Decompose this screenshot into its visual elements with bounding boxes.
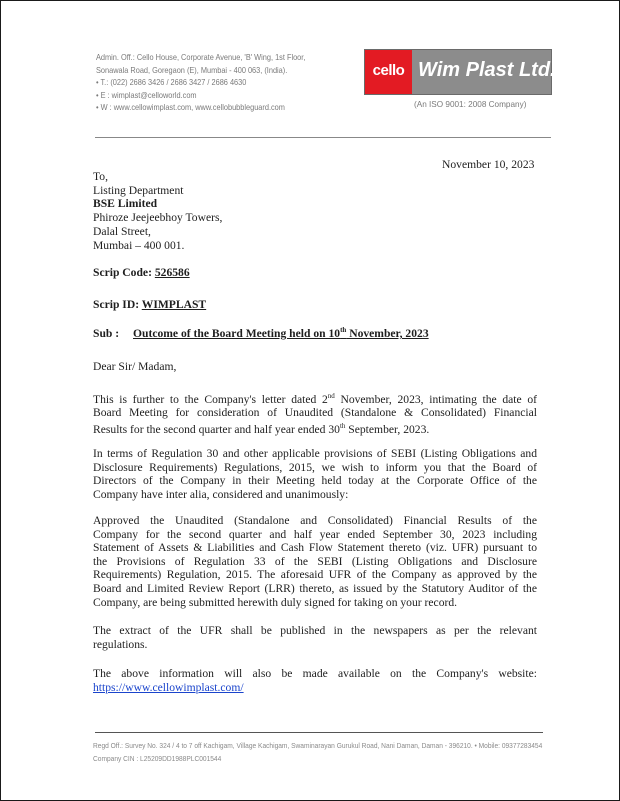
p1-l3-part2: September, 2023.: [345, 422, 430, 436]
scrip-id-value: WIMPLAST: [141, 298, 207, 311]
salutation: Dear Sir/ Madam,: [93, 360, 177, 373]
to-line: To,: [93, 170, 108, 183]
subject-superscript: th: [340, 326, 347, 334]
footer-address: Regd Off.: Survey No. 324 / 4 to 7 off Kachigam, Village Kachigam, Swaminarayan Gurukul Road, Nani Daman, Daman - 396210. • Mobile: 09377283454: [93, 741, 543, 750]
iso-certification: (An ISO 9001: 2008 Company): [414, 100, 527, 109]
paragraph-3-line7: Company, are being submitted herewith duly signed for taking on your record.: [93, 595, 458, 609]
scrip-code-label: Scrip Code:: [93, 266, 155, 279]
letterhead-address: [96, 52, 305, 115]
paragraph-1-line2: Board Meeting for consideration of Unaudited (Standalone & Consolidated) Financial: [93, 406, 537, 420]
paragraph-2-line1: In terms of Regulation 30 and other applicable provisions of SEBI (Listing Obligations and: [93, 447, 537, 460]
paragraph-2-line3: Directors of the Company in their Meeting held today at the Corporate Office of the: [93, 474, 537, 488]
paragraph-4-line1: The extract of the UFR shall be published in the newspapers as per the relevant: [93, 624, 537, 637]
paragraph-1: [93, 390, 537, 437]
p1-l3-part1: Results for the second quarter and half year ended 30: [93, 422, 340, 436]
p1-l1-part1: This is further to the Company's letter dated 2: [93, 392, 328, 406]
paragraph-2: [93, 447, 537, 501]
paragraph-1-line1: [93, 390, 537, 406]
scrip-code-value: 526586: [154, 266, 190, 279]
email-line: • E : wimplast@celloworld.com: [96, 90, 197, 100]
paragraph-3-line3: Statement of Assets & Liabilities and Cash Flow Statement thereto (viz. UFR) pursuant to: [93, 541, 537, 555]
paragraph-5-line1: The above information will also be made available on the Company's website:: [93, 667, 537, 680]
paragraph-5: [93, 667, 537, 694]
paragraph-2-line2: Disclosure Requirements) Regulations, 2015, we wish to inform you that the Board of: [93, 460, 537, 474]
company-logo: [364, 49, 556, 95]
paragraph-3: [93, 514, 537, 609]
subject-text: [133, 327, 429, 340]
recipient-company: BSE Limited: [93, 197, 158, 211]
recipient-department: Listing Department: [93, 183, 184, 197]
recipient-address: [93, 170, 222, 252]
p1-l1-part2: November, 2023, intimating the date of: [334, 392, 537, 406]
paragraph-1-line3: [93, 420, 537, 436]
subject-line: [93, 326, 429, 340]
website-line: • W : www.cellowimplast.com, www.cellobubbleguard.com: [96, 103, 285, 112]
registered-office-footer: [93, 740, 542, 765]
paragraph-3-line6: Board and Limited Review Report (LRR) thereto, as issued by the Statutory Auditor of the: [93, 581, 537, 595]
recipient-city: Mumbai – 400 001.: [93, 238, 185, 252]
phone-line: • T.: (022) 2686 3426 / 2686 3427 / 2686 4630: [96, 78, 247, 87]
subject-text-part2: November, 2023: [346, 326, 429, 340]
admin-office-line2: Sonawala Road, Goregaon (E), Mumbai - 400 063, (India).: [96, 65, 288, 75]
recipient-street: Dalal Street,: [93, 224, 151, 238]
p1-l3-superscript: th: [339, 422, 346, 431]
paragraph-3-line5: Requirements) Regulation, 2015. The aforesaid UFR of the Company as approved by the: [93, 568, 537, 582]
logo-company-text: Wim Plast Ltd.: [418, 59, 556, 81]
recipient-building: Phiroze Jeejeebhoy Towers,: [93, 211, 223, 225]
letter-date: November 10, 2023: [442, 158, 535, 171]
logo-brand-text: cello: [372, 62, 405, 79]
scrip-id-label: Scrip ID:: [93, 298, 142, 311]
scrip-id: [93, 298, 206, 311]
subject-text-part1: Outcome of the Board Meeting held on 10: [133, 326, 341, 340]
paragraph-3-line4: the Provisions of Regulation 33 of the SEBI (Listing Obligations and Disclosure: [93, 554, 537, 568]
paragraph-4: [93, 624, 537, 651]
footer-cin: Company CIN : L25209DD1988PLC001544: [93, 753, 222, 763]
p1-l1-superscript: nd: [327, 392, 335, 400]
paragraph-3-line2: Company for the second quarter and half year ended September 30, 2023 including: [93, 527, 537, 541]
paragraph-2-line4: Company have inter alia, considered and unanimously:: [93, 487, 349, 501]
company-website-link[interactable]: https://www.cellowimplast.com/: [93, 680, 244, 694]
header-divider: [95, 137, 551, 138]
scrip-code: [93, 266, 190, 279]
footer-divider: [95, 732, 543, 733]
admin-office-line1: Admin. Off.: Cello House, Corporate Avenue, 'B' Wing, 1st Floor,: [96, 53, 306, 62]
paragraph-4-line2: regulations.: [93, 637, 148, 651]
paragraph-3-line1: Approved the Unaudited (Standalone and Consolidated) Financial Results of the: [93, 514, 537, 527]
subject-label: Sub :: [93, 326, 120, 340]
